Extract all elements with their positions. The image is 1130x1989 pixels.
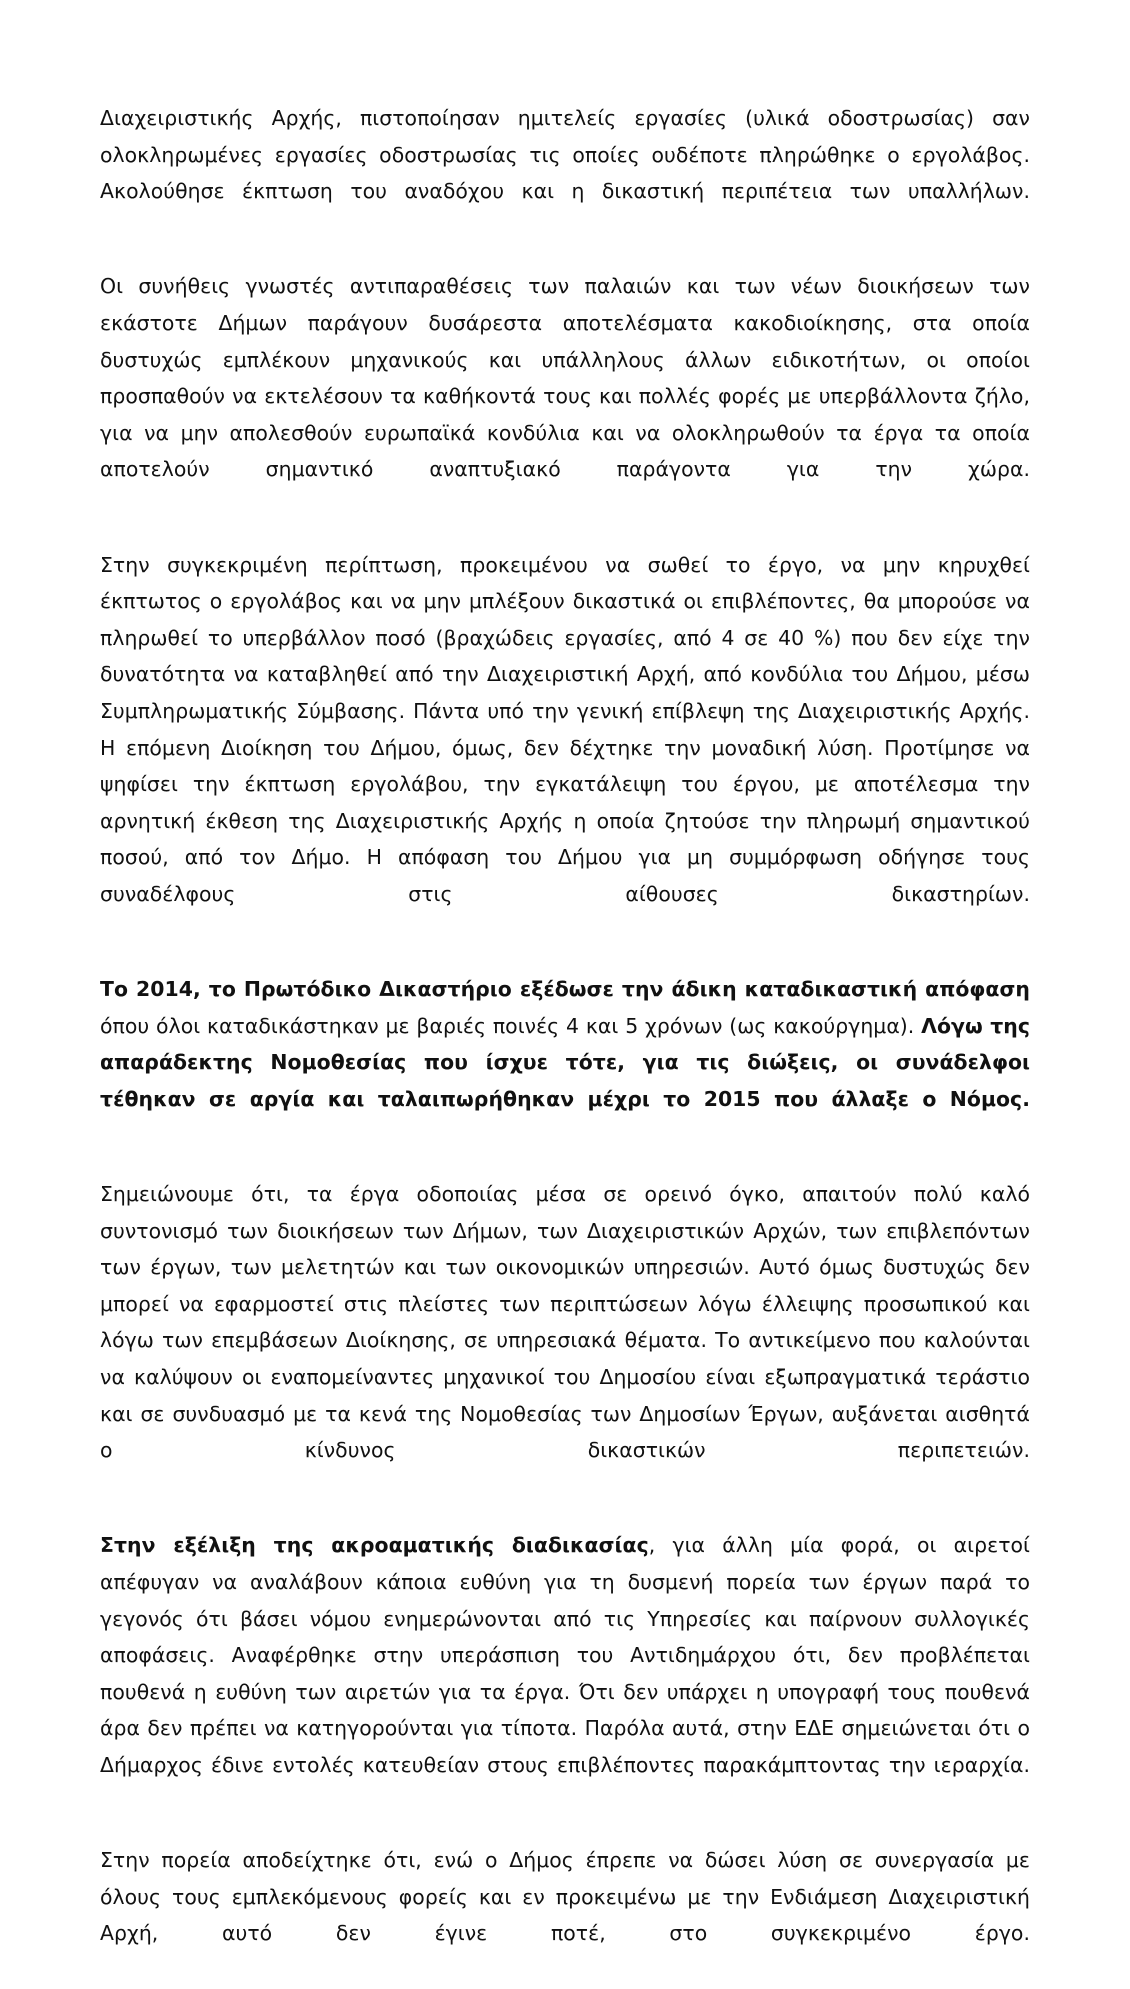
paragraph-6-hearing (100, 1527, 1030, 1820)
paragraph-6-bold-lead: Στην εξέλιξη της ακροαματικής διαδικασίας (100, 1533, 649, 1558)
paragraph-4-bold-lead: Το 2014, το Πρωτόδικο Δικαστήριο εξέδωσε την άδικη καταδικαστική απόφαση (100, 977, 1030, 1002)
paragraph-4-verdict (100, 971, 1030, 1154)
document-body (100, 100, 1030, 1989)
paragraph-4-regular-mid: όπου όλοι καταδικάστηκαν με βαριές ποινές 4 και 5 χρόνων (ως κακούργημα). (100, 1013, 922, 1038)
paragraph-7: Στην πορεία αποδείχτηκε ότι, ενώ ο Δήμος έπρεπε να δώσει λύση σε συνεργασία με όλους τους εμπλεκόμενους φορείς και εν προκειμένω με την Ενδιάμεση Διαχειριστική Αρχή, αυτό δεν έγινε ποτέ, στο συγκεκριμένο έργο. (100, 1848, 1030, 1946)
paragraph-2: Οι συνήθεις γνωστές αντιπαραθέσεις των παλαιών και των νέων διοικήσεων των εκάστοτε Δήμων παράγουν δυσάρεστα αποτελέσματα κακοδιοίκησης, στα οποία δυστυχώς εμπλέκουν μηχανικούς και υπάλληλους άλλων ειδικοτήτων, οι οποίοι προσπαθούν να εκτελέσουν τα καθήκοντά τους και πολλές φορές με υπερβάλλοντα ζήλο, για να μην απολεσθούν ευρωπαϊκά κονδύλια και να ολοκληρωθούν τα έργα τα οποία αποτελούν σημαντικό αναπτυξιακό παράγοντα για την χώρα. (100, 274, 1030, 482)
paragraph-1: Διαχειριστικής Αρχής, πιστοποίησαν ημιτελείς εργασίες (υλικά οδοστρωσίας) σαν ολοκληρωμένες εργασίες οδοστρωσίας τις οποίες ουδέποτε πληρώθηκε ο εργολάβος. Ακολούθησε έκπτωση του αναδόχου και η δικαστική περιπέτεια των υπαλλήλων. (100, 106, 1030, 204)
paragraph-6-regular-body: , για άλλη μία φορά, οι αιρετοί απέφυγαν να αναλάβουν κάποια ευθύνη για τη δυσμενή πορεία των έργων παρά το γεγονός ότι βάσει νόμου ενημερώνονται από τις Υπηρεσίες και παίρνουν συλλογικές αποφάσεις. Αναφέρθηκε στην υπεράσπιση του Αντιδημάρχου ότι, δεν προβλέπεται πουθενά η ευθύνη των αιρετών για τα έργα. Ότι δεν υπάρχει η υπογραφή τους πουθενά άρα δεν πρέπει να κατηγορούνται για τίποτα. Παρόλα αυτά, στην ΕΔΕ σημειώνεται ότι ο Δήμαρχος έδινε εντολές κατευθείαν στους επιβλέποντες παρακάμπτοντας την ιεραρχία. (100, 1533, 1030, 1777)
paragraph-3: Στην συγκεκριμένη περίπτωση, προκειμένου να σωθεί το έργο, να μην κηρυχθεί έκπτωτος ο εργολάβος και να μην μπλέξουν δικαστικά οι επιβλέποντες, θα μπορούσε να πληρωθεί το υπερβάλλον ποσό (βραχώδεις εργασίες, από 4 σε 40 %) που δεν είχε την δυνατότητα να καταβληθεί από την Διαχειριστική Αρχή, από κονδύλια του Δήμου, μέσω Συμπληρωματικής Σύμβασης. Πάντα υπό την γενική επίβλεψη της Διαχειριστικής Αρχής. Η επόμενη Διοίκηση του Δήμου, όμως, δεν δέχτηκε την μοναδική λύση. Προτίμησε να ψηφίσει την έκπτωση εργολάβου, την εγκατάλειψη του έργου, με αποτέλεσμα την αρνητική έκθεση της Διαχειριστικής Αρχής η οποία ζητούσε την πληρωμή σημαντικού ποσού, από τον Δήμο. Η απόφαση του Δήμου για μη συμμόρφωση οδήγησε τους συναδέλφους στις αίθουσες δικαστηρίων. (100, 552, 1030, 906)
paragraph-4-bold-tail: Λόγω της απαράδεκτης Νομοθεσίας που ίσχυε τότε, για τις διώξεις, οι συνάδελφοι τέθηκαν σε αργία και ταλαιπωρήθηκαν μέχρι το 2015 που άλλαξε ο Νόμος. (100, 1013, 1030, 1111)
paragraph-5: Σημειώνουμε ότι, τα έργα οδοποιίας μέσα σε ορεινό όγκο, απαιτούν πολύ καλό συντονισμό των διοικήσεων των Δήμων, των Διαχειριστικών Αρχών, των επιβλεπόντων των έργων, των μελετητών και των οικονομικών υπηρεσιών. Αυτό όμως δυστυχώς δεν μπορεί να εφαρμοστεί στις πλείστες των περιπτώσεων λόγω έλλειψης προσωπικού και λόγω των επεμβάσεων Διοίκησης, σε υπηρεσιακά θέματα. Το αντικείμενο που καλούνται να καλύψουν οι εναπομείναντες μηχανικοί του Δημοσίου είναι εξωπραγματικά τεράστιο και σε συνδυασμό με τα κενά της Νομοθεσίας των Δημοσίων Έργων, αυξάνεται αισθητά ο κίνδυνος δικαστικών περιπετειών. (100, 1182, 1030, 1463)
